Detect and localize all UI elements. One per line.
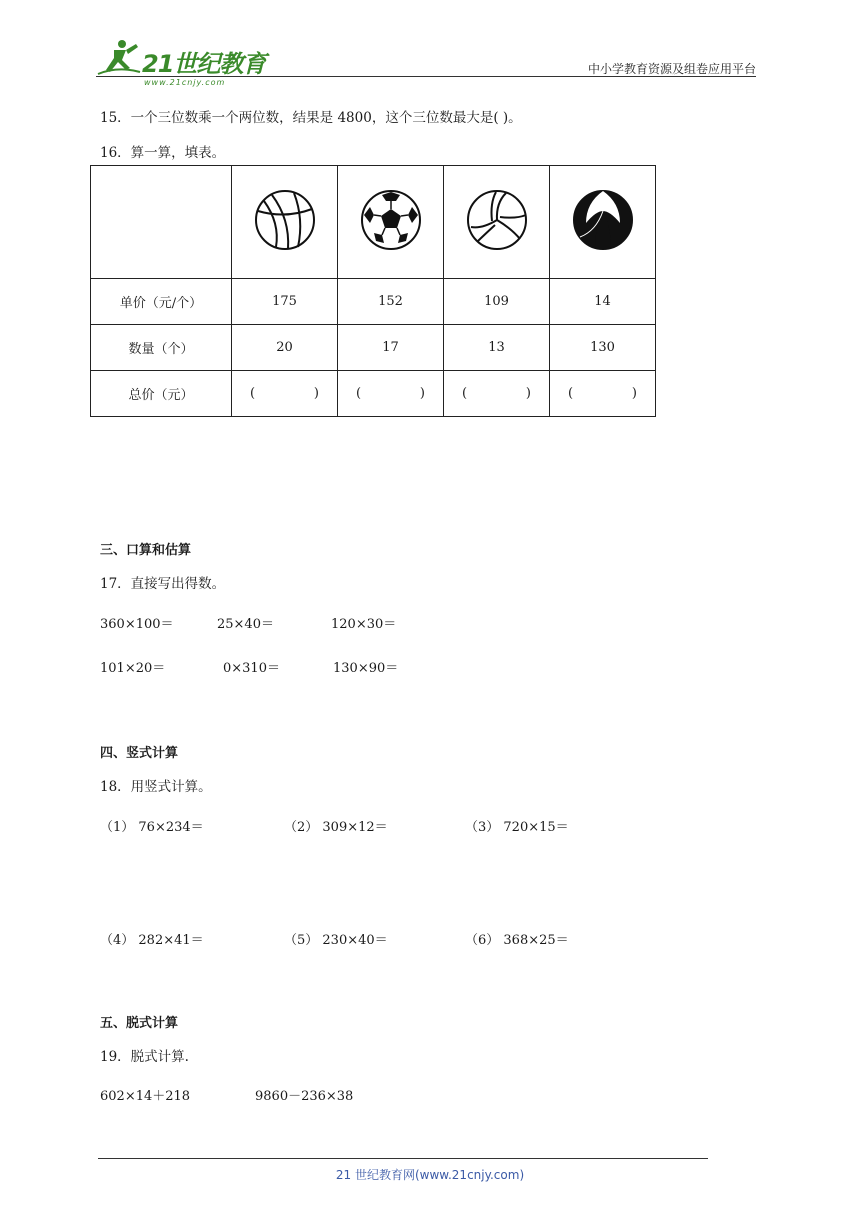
expression: 602×14＋218 [100, 1089, 191, 1104]
section-title-4: 四、竖式计算 [100, 746, 179, 761]
expression: （2） 309×12＝ [284, 820, 388, 835]
table-cell: 152 [338, 279, 444, 325]
soccer-ball-icon [360, 189, 422, 251]
table-row [91, 279, 656, 325]
close-paren: ) [419, 386, 425, 401]
table-row [91, 371, 656, 417]
table-cell: 130 [550, 325, 656, 371]
question-16: 16．算一算，填表。 [100, 145, 226, 161]
question-19: 19．脱式计算. [100, 1049, 189, 1065]
expression: 0×310＝ [223, 661, 280, 676]
expression: （3） 720×15＝ [465, 820, 569, 835]
close-paren: ) [313, 386, 319, 401]
expression: （1） 76×234＝ [100, 820, 204, 835]
row-label-unit-price: 单价（元/个） [91, 279, 232, 325]
table-cell: 20 [232, 325, 338, 371]
open-paren: ( [462, 386, 468, 401]
expression: 360×100＝ [100, 617, 174, 632]
ball-cell [232, 166, 338, 279]
expression: 101×20＝ [100, 661, 166, 676]
open-paren: ( [568, 386, 574, 401]
close-paren: ) [631, 386, 637, 401]
expression: （4） 282×41＝ [100, 933, 204, 948]
answer-blank-cell[interactable] [444, 371, 550, 417]
expression: 25×40＝ [217, 617, 274, 632]
expression: 130×90＝ [333, 661, 399, 676]
table-corner-cell [91, 166, 232, 279]
table-cell: 109 [444, 279, 550, 325]
volleyball-icon [466, 189, 528, 251]
question-18: 18．用竖式计算。 [100, 779, 212, 795]
expression: （6） 368×25＝ [465, 933, 569, 948]
table-row [91, 325, 656, 371]
answer-blank-cell[interactable] [550, 371, 656, 417]
footer-link[interactable]: 21 世纪教育网(www.21cnjy.com) [335, 1168, 525, 1182]
header-divider [96, 76, 756, 77]
expression: 120×30＝ [331, 617, 397, 632]
beach-ball-icon [572, 189, 634, 251]
logo-url: www.21cnjy.com [144, 78, 226, 87]
question-17: 17．直接写出得数。 [100, 576, 226, 592]
close-paren: ) [525, 386, 531, 401]
row-label-total-price: 总价（元） [91, 371, 232, 417]
logo-text: 21世纪教育 [142, 50, 266, 78]
ball-cell [444, 166, 550, 279]
open-paren: ( [356, 386, 362, 401]
logo [96, 38, 266, 87]
question-15: 15．一个三位数乘一个两位数，结果是 4800，这个三位数最大是( )。 [100, 110, 522, 126]
table-cell: 17 [338, 325, 444, 371]
section-title-5: 五、脱式计算 [100, 1016, 179, 1031]
price-table [90, 165, 656, 417]
table-cell: 14 [550, 279, 656, 325]
table-cell: 175 [232, 279, 338, 325]
row-label-quantity: 数量（个） [91, 325, 232, 371]
table-cell: 13 [444, 325, 550, 371]
section-title-3: 三、口算和估算 [100, 543, 192, 558]
ball-cell [338, 166, 444, 279]
basketball-icon [254, 189, 316, 251]
runner-icon [96, 38, 142, 76]
answer-blank-cell[interactable] [338, 371, 444, 417]
ball-cell [550, 166, 656, 279]
answer-blank-cell[interactable] [232, 371, 338, 417]
footer-divider [98, 1158, 708, 1159]
header-platform-text: 中小学教育资源及组卷应用平台 [587, 62, 756, 76]
expression: （5） 230×40＝ [284, 933, 388, 948]
open-paren: ( [250, 386, 256, 401]
expression: 9860－236×38 [255, 1089, 354, 1104]
